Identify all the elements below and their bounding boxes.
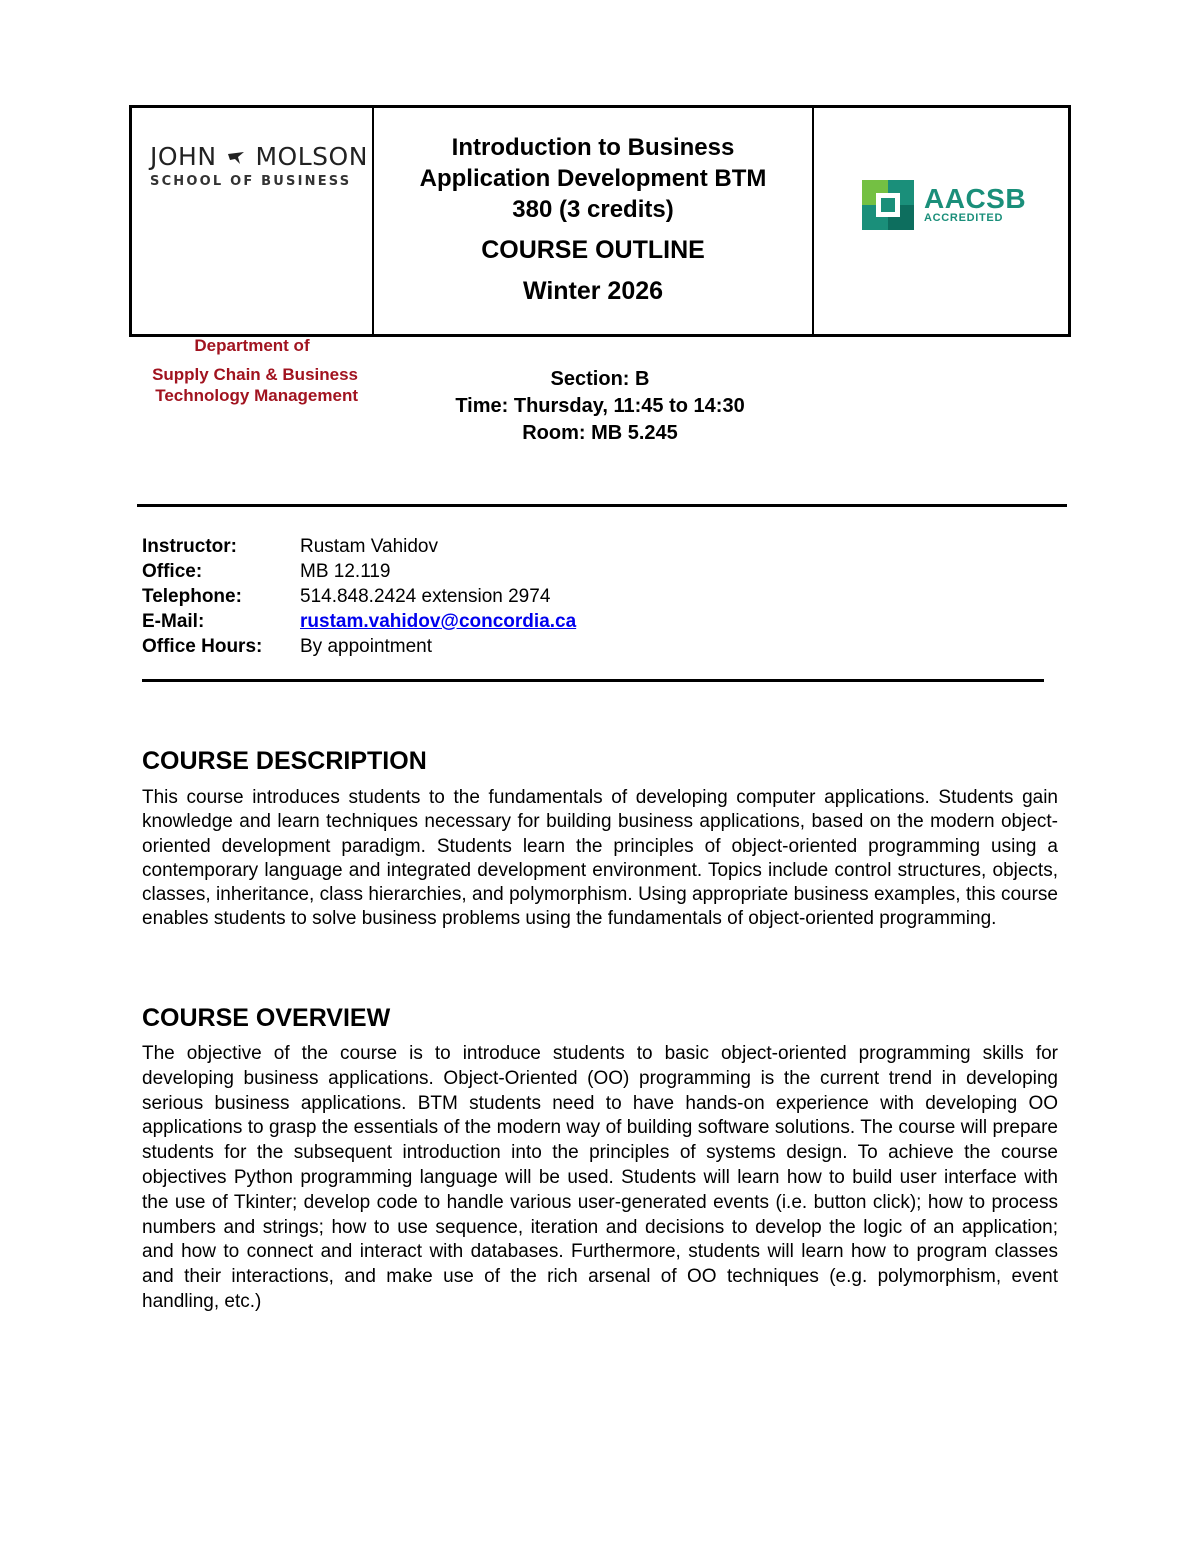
header-accreditation-cell (814, 108, 1068, 334)
instructor-value: Rustam Vahidov (300, 536, 438, 557)
course-title (374, 132, 812, 225)
logo-john: JOHN (150, 142, 217, 171)
divider-top (137, 504, 1067, 507)
course-description-heading: COURSE DESCRIPTION (142, 747, 427, 775)
contact-row-instructor (142, 534, 576, 559)
logo-school: SCHOOL OF BUSINESS (150, 174, 352, 189)
hours-value: By appointment (300, 636, 433, 657)
room: Room: MB 5.245 (522, 422, 678, 444)
contact-row-hours (142, 634, 576, 659)
course-overview-heading: COURSE OVERVIEW (142, 1004, 391, 1032)
aacsb-mark-icon (862, 180, 914, 230)
course-title-line1: Introduction to Business (451, 134, 735, 161)
logo-molson: MOLSON (255, 142, 368, 171)
telephone-label: Telephone: (142, 586, 242, 607)
hours-label: Office Hours: (142, 636, 263, 657)
telephone-value: 514.848.2424 extension 2974 (300, 586, 551, 607)
bird-icon (227, 151, 245, 165)
time: Time: Thursday, 11:45 to 14:30 (455, 395, 745, 417)
contact-row-telephone (142, 584, 576, 609)
department-name-line2: Technology Management (155, 386, 358, 405)
email-label: E-Mail: (142, 611, 205, 632)
email-link[interactable]: rustam.vahidov@concordia.ca (300, 611, 577, 632)
section: Section: B (550, 368, 650, 390)
term: Winter 2026 (522, 277, 664, 305)
course-description-text: This course introduces students to the fundamentals of developing computer applications. Students gain knowledge and learn techniques necessary for building business applications, based on the modern object-oriented development paradigm. Students learn the principles of object-oriented programming using a contemporary language and integrated development environment. Topics include control structures, objects, classes, inheritance, class hierarchies, and polymorphism. Using appropriate business examples, this course enables students to solve business problems using the fundamentals of object-oriented programming. (142, 787, 1058, 930)
doc-type: COURSE OUTLINE (481, 236, 705, 264)
department-label: Department of (194, 336, 310, 355)
contact-row-email (142, 609, 576, 634)
aacsb-status: ACCREDITED (924, 212, 1004, 224)
office-value: MB 12.119 (300, 561, 391, 582)
aacsb-name: AACSB (924, 183, 1027, 214)
course-overview-text: The objective of the course is to introduce students to basic object-oriented programming skills for developing business applications. Object-Oriented (OO) programming is the current trend in developing serious business applications. BTM students need to have hands-on experience with developing OO applications to grasp the essentials of the modern way of building software solutions. The course will prepare students for the subsequent introduction into the principles of systems design. To achieve the course objectives Python programming language will be used. Students will learn how to build user interface with the use of Tkinter; develop code to handle various user-generated events (i.e. button click); how to process numbers and strings; how to use sequence, iteration and decisions to develop the logic of an application; and how to connect and interact with databases. Furthermore, students will learn how to program classes and their interactions, and make use of the rich arsenal of OO techniques (e.g. polymorphism, event handling, etc.) (142, 1043, 1058, 1312)
instructor-label: Instructor: (142, 536, 237, 557)
session-info (0, 366, 1200, 447)
aacsb-logo (862, 180, 1026, 230)
department-name-line1: Supply Chain & Business (152, 365, 358, 384)
john-molson-logo (150, 142, 368, 189)
contact-block (142, 534, 576, 659)
header-logo-cell (132, 108, 374, 405)
course-title-line3: 380 (3 credits) (512, 196, 674, 223)
office-label: Office: (142, 561, 203, 582)
course-title-line2: Application Development BTM (419, 165, 767, 192)
divider-contact (142, 679, 1044, 682)
contact-row-office (142, 559, 576, 584)
header-title-cell (374, 108, 814, 334)
